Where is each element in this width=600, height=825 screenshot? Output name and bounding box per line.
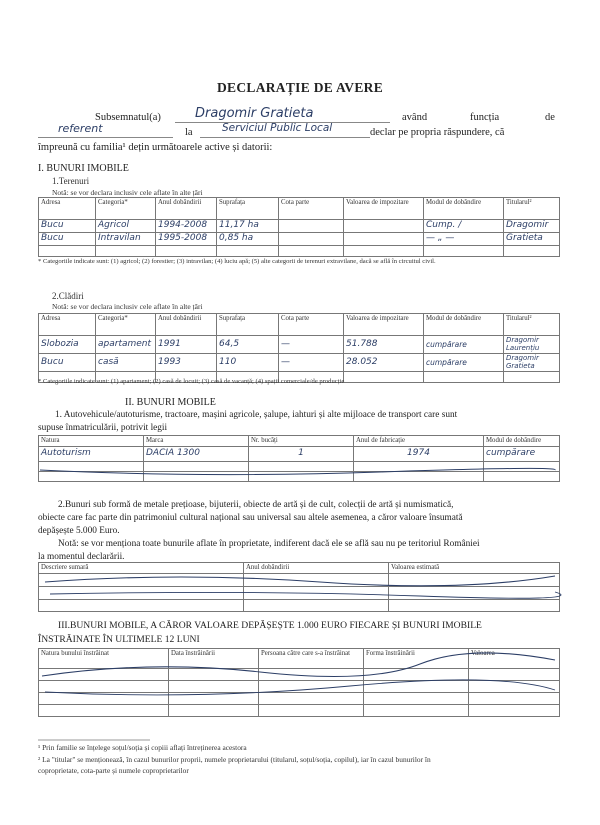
autovehicule-text: 1. Autovehicule/autoturisme, tractoare, mașini agricole, șalupe, iahturi și alte mijloace de transport care sunt <box>55 410 458 420</box>
bunuri-pretioase-note-1: Notă: se vor menționa toate bunurile aflate în proprietate, indiferent dacă ele se află sau nu pe teritoriul României <box>58 539 480 549</box>
cladiri-note: Notă: se vor declara inclusiv cele aflate în alte țări <box>52 302 203 311</box>
cladiri-heading: 2.Clădiri <box>52 291 84 301</box>
terenuri-cell: 0,85 ha <box>217 233 279 246</box>
autovehicule-header-cell: Anul de fabricație <box>354 436 484 447</box>
bunuri-pretioase-header-cell: Anul dobândirii <box>244 563 389 574</box>
cladiri-cell: cumpărare <box>424 354 504 372</box>
terenuri-cell: Intravilan <box>96 233 156 246</box>
cladiri-header-cell: Titularul² <box>504 314 560 336</box>
la-label: la <box>185 127 193 138</box>
autovehicule-cell: 1 <box>249 446 354 461</box>
cladiri-cell: cumpărare <box>424 336 504 354</box>
section-2-heading: II. BUNURI MOBILE <box>125 397 216 408</box>
footnote-2: ² La "titular" se menționează, în cazul bunurilor proprii, numele proprietarului (titularul, soțul/soția, copilul), iar în cazul bunurilor în <box>38 755 431 764</box>
institutia-value: Serviciul Public Local <box>222 122 333 134</box>
bunuri-pretioase-text-3: depășește 5.000 Euro. <box>38 526 120 536</box>
terenuri-cell: Dragomir <box>504 220 560 233</box>
cladiri-cell: 64,5 <box>217 336 279 354</box>
terenuri-footnote: * Categoriile indicate sunt: (1) agricol; (2) forestier; (3) intravilan; (4) luciu apă; (5) alte categorii de terenuri extravilane, dacă se află în circuitul civil. <box>38 258 436 265</box>
terenuri-header-cell: Suprafața <box>217 198 279 220</box>
instrainate-header-cell: Forma înstrăinării <box>364 649 469 669</box>
autovehicule-header-cell: Marca <box>144 436 249 447</box>
cladiri-cell: Dragomir Gratieta <box>504 354 560 372</box>
terenuri-header-cell: Titularul² <box>504 198 560 220</box>
functia-label: funcția <box>470 112 500 123</box>
terenuri-header-cell: Valoarea de impozitare <box>344 198 424 220</box>
autovehicule-cell: DACIA 1300 <box>144 446 249 461</box>
cladiri-cell: 110 <box>217 354 279 372</box>
terenuri-cell: Agricol <box>96 220 156 233</box>
cladiri-cell: casă <box>96 354 156 372</box>
cladiri-cell: 1991 <box>156 336 217 354</box>
cladiri-header-cell: Cota parte <box>279 314 344 336</box>
terenuri-header-cell: Modul de dobândire <box>424 198 504 220</box>
cladiri-cell: 51.788 <box>344 336 424 354</box>
terenuri-cell: 11,17 ha <box>217 220 279 233</box>
cladiri-header-cell: Valoarea de impozitare <box>344 314 424 336</box>
autovehicule-header-cell: Modul de dobândire <box>484 436 560 447</box>
cladiri-cell: — <box>279 354 344 372</box>
instrainate-header-cell: Valoarea <box>469 649 560 669</box>
subsemnatul-label: Subsemnatul(a) <box>95 112 161 123</box>
cladiri-cell: Slobozia <box>39 336 96 354</box>
terenuri-header-cell: Cota parte <box>279 198 344 220</box>
autovehicule-text-2: supuse înmatriculării, potrivit legii <box>38 423 168 433</box>
cladiri-cell: Dragomir Laurențiu <box>504 336 560 354</box>
cladiri-cell: apartament <box>96 336 156 354</box>
cladiri-header-cell: Categoria* <box>96 314 156 336</box>
bunuri-pretioase-text-1: 2.Bunuri sub formă de metale prețioase, bijuterii, obiecte de artă și de cult, colecții de artă și numismatică, <box>58 500 454 510</box>
terenuri-note: Notă: se vor declara inclusiv cele aflate în alte țări <box>52 188 203 197</box>
document-title: DECLARAȚIE DE AVERE <box>217 80 383 95</box>
terenuri-cell: — „ — <box>424 233 504 246</box>
terenuri-cell: Bucu <box>39 220 96 233</box>
instrainate-header-cell: Natura bunului înstrăinat <box>39 649 169 669</box>
cladiri-header-cell: Modul de dobândire <box>424 314 504 336</box>
terenuri-cell: Cump. / <box>424 220 504 233</box>
terenuri-cell: 1994-2008 <box>156 220 217 233</box>
autovehicule-header-cell: Natura <box>39 436 144 447</box>
cladiri-cell: 1993 <box>156 354 217 372</box>
declarant-name: Dragomir Gratieta <box>195 106 314 121</box>
bunuri-pretioase-note-2: la momentul declarării. <box>38 552 125 562</box>
footnote-2-cont: coproprietate, cota-parte și numele coproprietarilor <box>38 766 189 775</box>
cladiri-header-cell: Adresa <box>39 314 96 336</box>
cladiri-footnote: * Categoriile indicate sunt: (1) apartament; (2) casă de locuit; (3) casă de vacanță; (4) spații comerciale/de producție <box>38 378 345 385</box>
cladiri-header-cell: Suprafața <box>217 314 279 336</box>
autovehicule-cell: Autoturism <box>39 446 144 461</box>
cladiri-cell: — <box>279 336 344 354</box>
bunuri-pretioase-header-cell: Descriere sumară <box>39 563 244 574</box>
terenuri-cell: Bucu <box>39 233 96 246</box>
bunuri-pretioase-text-2: obiecte care fac parte din patrimoniul cultural național sau universal sau altele asemenea, a căror valoare însumată <box>38 513 463 523</box>
terenuri-header-cell: Anul dobândirii <box>156 198 217 220</box>
section-3-heading: III.BUNURI MOBILE, A CĂROR VALOARE DEPĂȘEȘTE 1.000 EURO FIECARE ȘI BUNURI IMOBILE <box>58 620 482 631</box>
familia-text: împreună cu familia¹ dețin următoarele active și datorii: <box>38 142 273 153</box>
avand-label: având <box>402 112 428 123</box>
autovehicule-cell: cumpărare <box>484 446 560 461</box>
de-label: de <box>545 112 555 123</box>
terenuri-header-cell: Categoria* <box>96 198 156 220</box>
cladiri-header-cell: Anul dobândirii <box>156 314 217 336</box>
instrainate-header-cell: Persoana către care s-a înstrăinat <box>259 649 364 669</box>
cladiri-cell: 28.052 <box>344 354 424 372</box>
section-3-heading-2: ÎNSTRĂINATE ÎN ULTIMELE 12 LUNI <box>38 634 200 645</box>
instrainate-header-cell: Data înstrăinării <box>169 649 259 669</box>
cladiri-cell: Bucu <box>39 354 96 372</box>
declar-text: declar pe propria răspundere, că <box>370 127 505 138</box>
autovehicule-header-cell: Nr. bucăți <box>249 436 354 447</box>
terenuri-header-cell: Adresa <box>39 198 96 220</box>
terenuri-cell: 1995-2008 <box>156 233 217 246</box>
terenuri-cell: Gratieta <box>504 233 560 246</box>
footnote-1: ¹ Prin familie se înțelege soțul/soția și copiii aflați întreținerea acestora <box>38 743 247 752</box>
functia-value: referent <box>58 122 103 135</box>
autovehicule-cell: 1974 <box>354 446 484 461</box>
terenuri-heading: 1.Terenuri <box>52 176 90 186</box>
section-1-heading: I. BUNURI IMOBILE <box>38 163 129 174</box>
bunuri-pretioase-header-cell: Valoarea estimată <box>389 563 560 574</box>
